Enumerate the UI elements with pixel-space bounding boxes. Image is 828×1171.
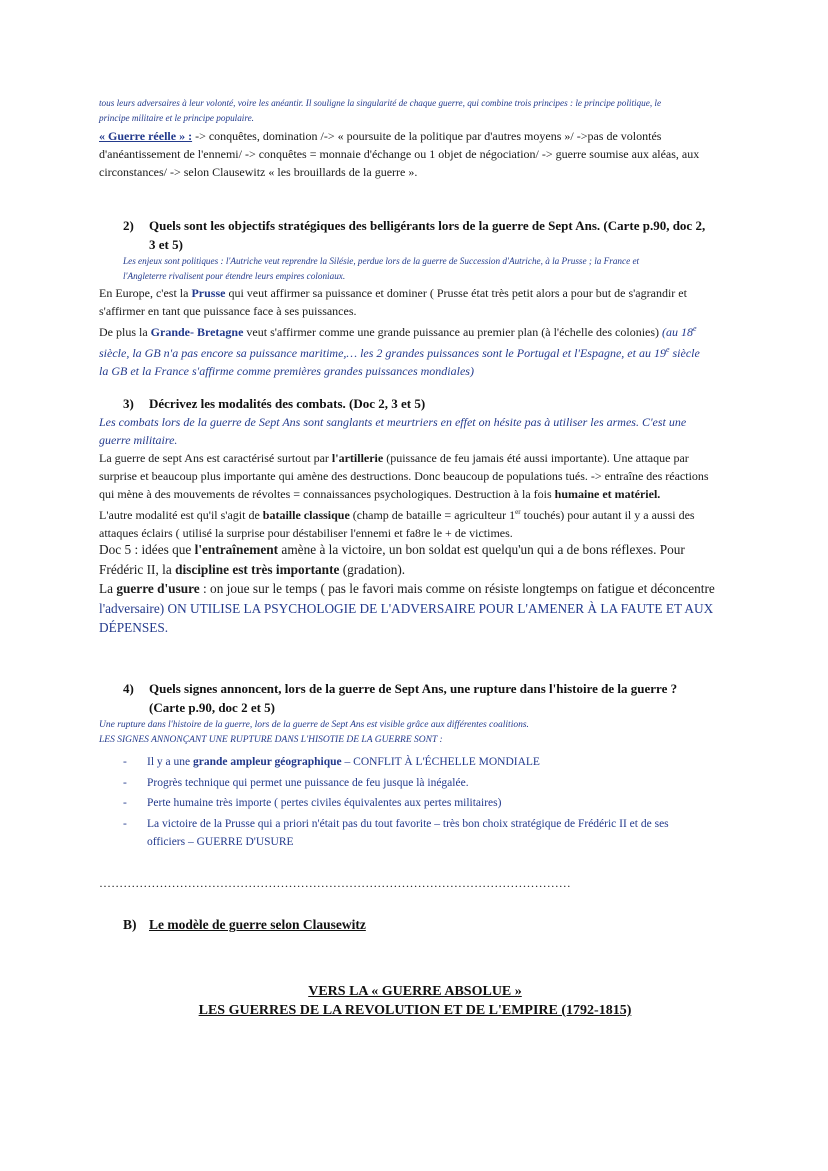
chapter-title-line: LES GUERRES DE LA REVOLUTION ET DE L'EMPIRE (1792-1815) [198,1003,632,1018]
text-run: qui mène à des mouvements de révoltes = connaissances psychologiques. Destruction à la fois [99,487,555,501]
text-run: touchés) pour autant il y a aussi des [520,508,695,522]
text-line: l'adversaire) ON UTILISE LA PSYCHOLOGIE DE L'ADVERSAIRE POUR L'AMENER À LA FAUTE ET AUX [99,600,714,616]
text-run: officiers – GUERRE D'USURE [147,835,294,848]
question-number: 4) [123,681,134,696]
question-text: Quels signes annoncent, lors de la guerre de Sept Ans, une rupture dans l'histoire de la guerre ? [149,681,678,696]
text-run: – CONFLIT À L'ÉCHELLE MONDIALE [341,756,540,768]
text-run: (puissance de feu jamais été aussi importante). Une attaque par [383,451,689,465]
text-line: s'affirmer en tant que puissance face à ses puissances. [99,304,357,318]
text-run: : on joue sur le temps ( pas le favori mais comme on résiste longtemps on fatigue et déconcentre [199,581,715,596]
text-bold: guerre d'usure [116,581,200,596]
question-4-title [123,679,733,717]
text-run: amène à la victoire, un bon soldat est quelqu'un qui a de bons réflexes. Pour [278,542,685,557]
text-bold: grande ampleur géographique [192,756,342,768]
note-line: LES SIGNES ANNONÇANT UNE RUPTURE DANS L'HISOTIE DE LA GUERRE SONT : [99,735,443,745]
guerre-reelle-text: d'anéantissement de l'ennemi/ -> conquêtes = monnaie d'échange ou 1 objet de négociation/ -> guerre soumise aux aléas, aux [99,147,700,161]
text-italic: (au 18 [662,325,694,339]
section-b-heading [123,915,366,935]
guerre-reelle-paragraph [99,127,739,181]
text-run: La victoire de la Prusse qui a priori n'était pas du tout favorite – très bon choix stratégique de Frédéric II et de ses [147,817,669,830]
text-run: (gradation). [339,561,406,577]
intro-note [99,96,731,126]
text-run: En Europe, c'est la [99,286,192,300]
guerre-reelle-text: circonstances/ -> selon Clausewitz « les brouillards de la guerre ». [99,165,418,179]
text-run: veut s'affirmer comme une grande puissance au premier plan (à l'échelle des colonies) [243,325,663,339]
dotted-separator: ……………………………………………………………………………………………………… [99,876,571,890]
question-3-answer-continued [99,540,739,638]
dash-marker: - [123,817,127,830]
question-3-title [123,394,733,413]
text-line: DÉPENSES. [99,620,169,635]
text-run: Doc 5 : idées que [99,542,195,557]
text-run: Il y a une [147,756,193,768]
text-run: Progrès technique qui permet une puissance de feu jusque là inégalée. [147,776,469,789]
question-4-list [123,753,723,853]
question-2-note [123,254,733,284]
note-line: Une rupture dans l'histoire de la guerre, lors de la guerre de Sept Ans est visible grâce aux différentes coalitions. [99,720,529,730]
text-italic: la GB et la France s'affirme comme premières grandes puissances mondiales) [99,364,474,378]
guerre-reelle-text: -> conquêtes, domination /-> « poursuite de la politique par d'autres moyens »/ ->pas de volontés [192,129,662,143]
text-run: L'autre modalité est qu'il s'agit de [99,508,263,522]
question-4-notes [99,718,731,748]
question-number: 3) [123,396,134,411]
list-item [123,815,723,851]
question-2-answer [99,284,739,380]
question-text: (Carte p.90, doc 2 et 5) [149,700,275,715]
text-italic: siècle, la GB n'a pas encore sa puissance maritime,… les 2 grandes puissances sont le Portugal et l'Espagne, et au 19 [99,346,666,360]
dash-marker: - [123,776,127,789]
text-bold: discipline est très importante [175,561,340,577]
text-italic: Les combats lors de la guerre de Sept Ans sont sanglants et meurtriers en effet on hésite pas à utiliser les armes. C'est une [99,415,687,429]
superscript: er [515,508,521,516]
intro-note-line: principe militaire et le principe populaire. [99,113,254,123]
question-text: Décrivez les modalités des combats. (Doc 2, 3 et 5) [149,396,426,411]
chapter-title-line: VERS LA « GUERRE ABSOLUE » [308,984,522,999]
text-bold: humaine et matériel. [554,487,661,501]
intro-note-line: tous leurs adversaires à leur volonté, voire les anéantir. Il souligne la singularité de chaque guerre, qui combine trois principes : le principe politique, le [99,98,662,108]
list-item [123,753,723,771]
question-3-answer [99,413,739,542]
text-run: La [99,581,117,596]
dash-marker: - [123,797,127,810]
question-text: Quels sont les objectifs stratégiques des belligérants lors de la guerre de Sept Ans. (Carte p.90, doc 2, [149,218,706,233]
text-bold: Grande- Bretagne [150,325,244,339]
text-line: attaques éclairs ( utilisé la surprise pour déstabiliser l'ennemi et fa8re le + de victimes. [99,526,513,540]
question-text: 3 et 5) [149,237,183,252]
text-run: Perte humaine très importe ( pertes civiles équivalentes aux pertes militaires) [147,797,502,810]
note-line: Les enjeux sont politiques : l'Autriche veut reprendre la Silésie, perdue lors de la guerre de Succession d'Autriche, à la Prusse ; la France et [123,256,640,266]
dash-marker: - [123,756,127,768]
text-italic: siècle [669,346,700,360]
text-bold: l'artillerie [331,451,384,465]
text-run: La guerre de sept Ans est caractérisé surtout par [99,451,332,465]
superscript: e [665,345,670,354]
section-title: Le modèle de guerre selon Clausewitz [149,917,366,932]
guerre-reelle-label: « Guerre réelle » : [99,129,193,143]
text-run: De plus la [99,325,151,339]
list-item [123,774,723,792]
list-item [123,794,723,812]
text-bold: Prusse [191,286,226,300]
text-run: (champ de bataille = agriculteur 1 [349,508,516,522]
text-italic: guerre militaire. [99,433,178,447]
text-bold: bataille classique [262,508,350,522]
section-label: B) [123,917,137,932]
text-line: surprise et beaucoup plus importante qui amène des destructions. Donc beaucoup de populations tués. -> entraîne des réactions [99,469,709,483]
text-run: qui veut affirmer sa puissance et dominer ( Prusse état très petit alors a pour but de s'agrandir et [225,286,687,300]
note-line: l'Angleterre rivalisent pour étendre leurs empires coloniaux. [123,271,346,281]
question-number: 2) [123,218,134,233]
superscript: e [693,324,697,333]
text-bold: l'entraînement [194,542,279,557]
question-2-title [123,216,733,254]
text-run: Frédéric II, la [99,561,176,577]
